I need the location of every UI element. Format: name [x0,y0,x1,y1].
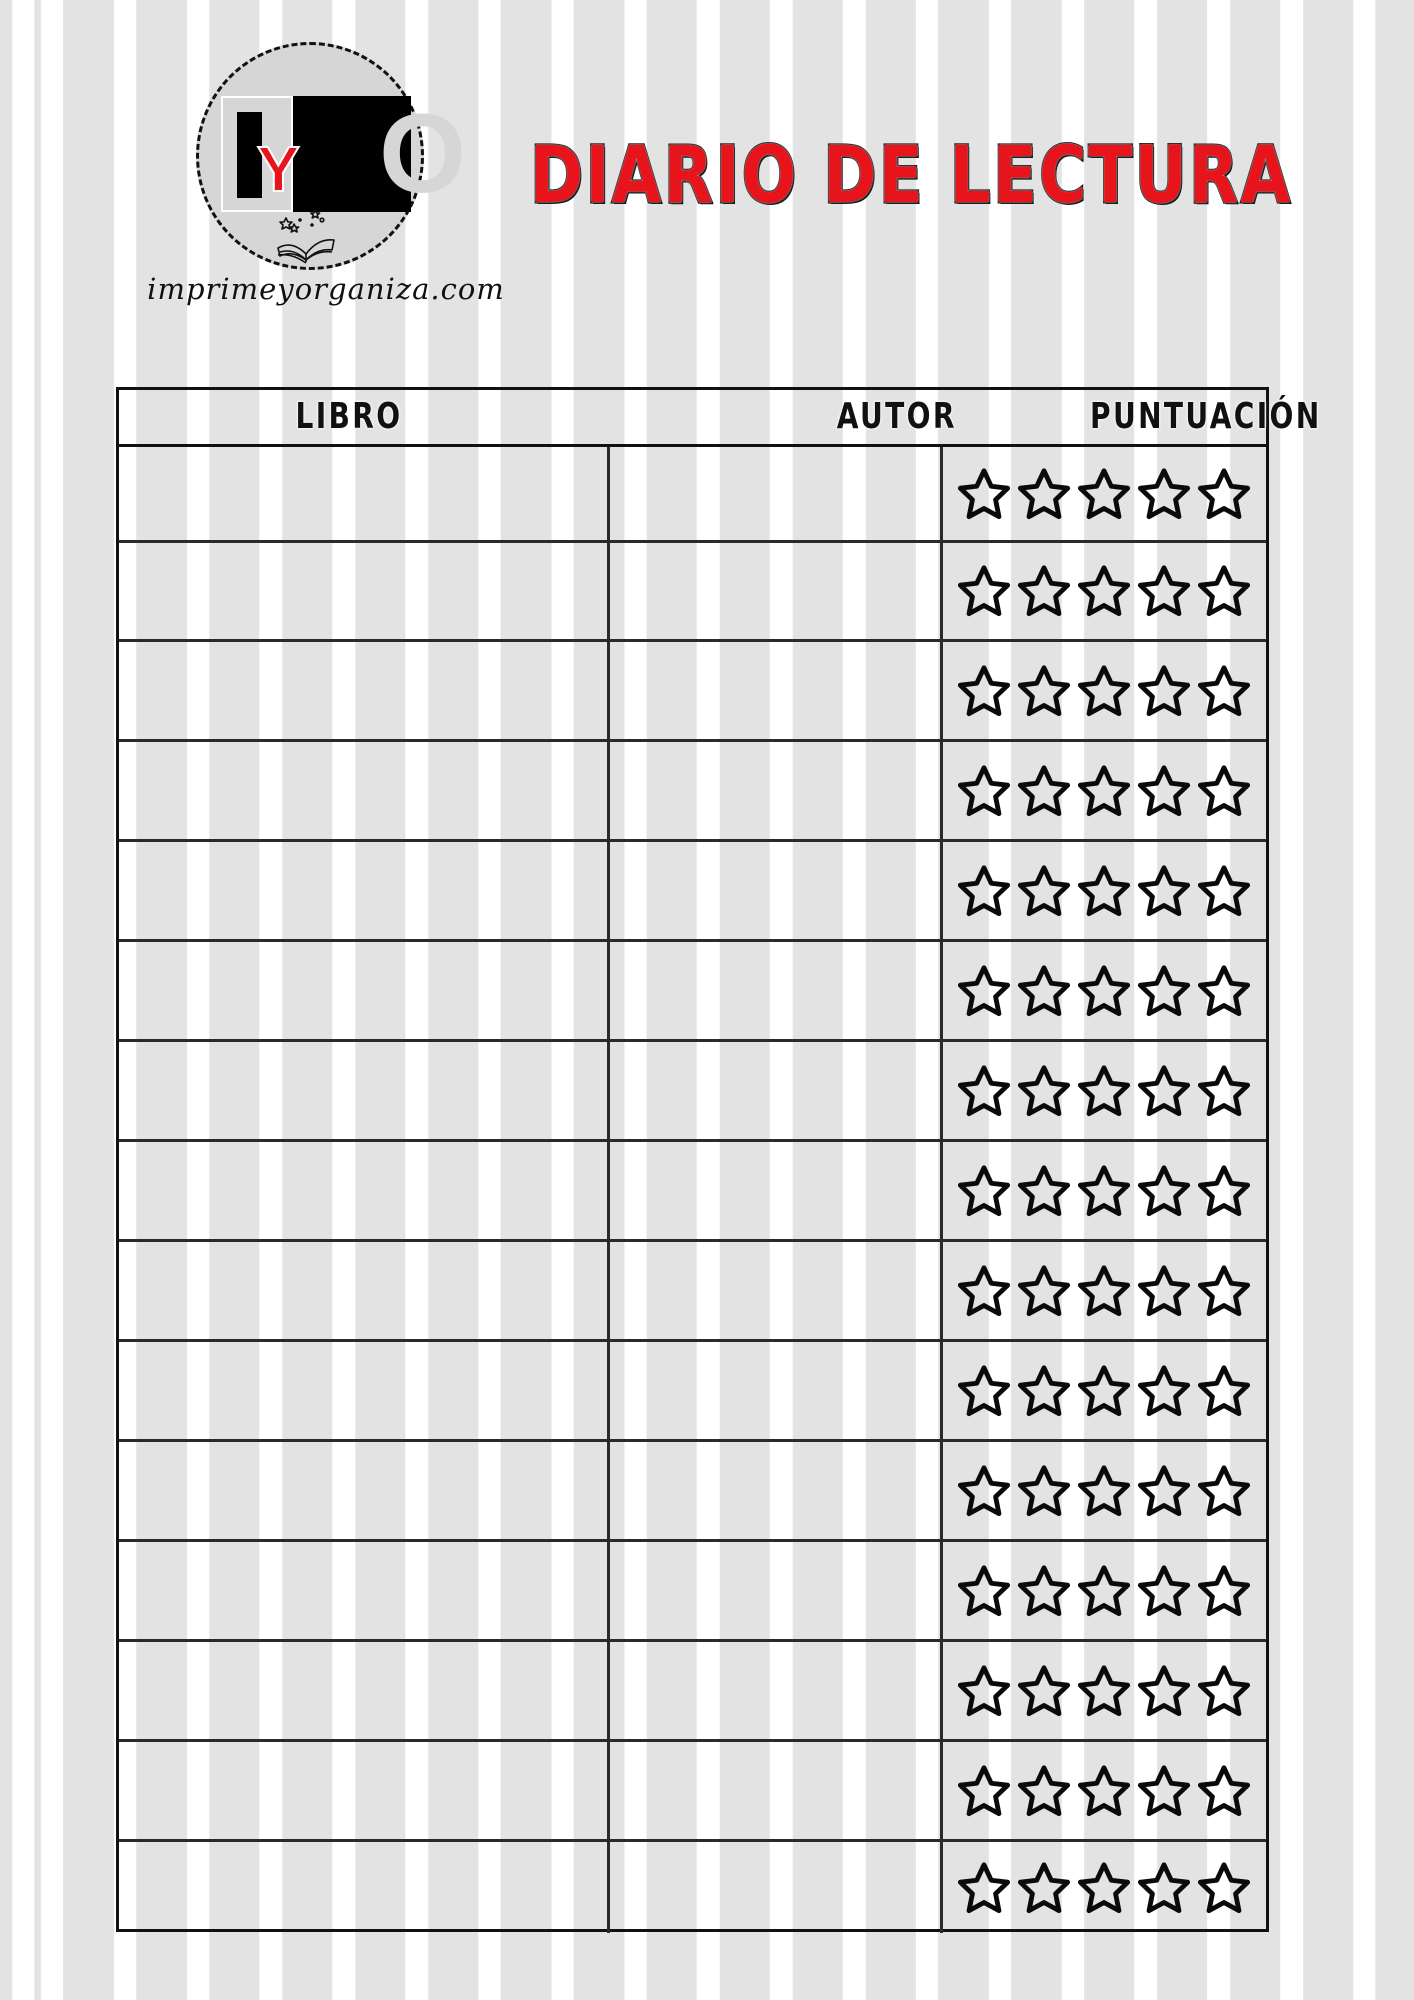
rating-cell [943,1142,1266,1239]
rating-cell [943,447,1266,540]
logo-letter-o: O [379,91,467,216]
star-outline-icon[interactable] [1075,863,1133,919]
star-outline-icon[interactable] [955,1163,1013,1219]
star-outline-icon[interactable] [1015,663,1073,719]
table-row [119,447,1266,543]
autor-cell[interactable] [610,447,943,540]
autor-cell[interactable] [610,543,943,639]
rating-cell [943,742,1266,839]
star-outline-icon[interactable] [1135,1363,1193,1419]
rating-cell [943,1442,1266,1539]
logo-url-text: imprimeyorganiza.com [147,272,505,306]
star-outline-icon[interactable] [1135,563,1193,619]
star-outline-icon[interactable] [955,1563,1013,1619]
autor-cell[interactable] [610,1542,943,1639]
reading-log-table [116,387,1322,1932]
star-outline-icon[interactable] [1135,1063,1193,1119]
star-outline-icon[interactable] [1075,1163,1133,1219]
libro-cell[interactable] [119,1242,610,1339]
autor-cell[interactable] [610,1242,943,1339]
book-stars-icon [272,208,342,264]
table-row [119,1542,1266,1642]
rating-cell [943,842,1266,939]
star-outline-icon[interactable] [1195,1663,1253,1719]
libro-cell[interactable] [119,742,610,839]
libro-cell[interactable] [119,1742,610,1839]
star-outline-icon[interactable] [955,863,1013,919]
autor-cell[interactable] [610,1842,943,1933]
star-outline-icon[interactable] [1195,1063,1253,1119]
autor-cell[interactable] [610,842,943,939]
star-outline-icon[interactable] [1135,1463,1193,1519]
autor-cell[interactable] [610,742,943,839]
autor-cell[interactable] [610,1742,943,1839]
table-row [119,1142,1266,1242]
star-outline-icon[interactable] [955,1263,1013,1319]
star-outline-icon[interactable] [955,466,1013,522]
star-outline-icon[interactable] [1015,1763,1073,1819]
star-outline-icon[interactable] [1135,1663,1193,1719]
libro-cell[interactable] [119,1542,610,1639]
star-outline-icon[interactable] [955,1763,1013,1819]
star-outline-icon[interactable] [1135,1860,1193,1916]
column-header-libro: LIBRO [295,396,403,437]
autor-cell[interactable] [610,1042,943,1139]
star-outline-icon[interactable] [1015,963,1073,1019]
star-outline-icon[interactable] [955,1363,1013,1419]
table-row [119,1842,1266,1933]
autor-cell[interactable] [610,1442,943,1539]
star-outline-icon[interactable] [1015,1363,1073,1419]
rating-cell [943,1642,1266,1739]
rating-cell [943,1742,1266,1839]
libro-cell[interactable] [119,1842,610,1933]
table-row [119,842,1266,942]
table-row [119,543,1266,642]
star-outline-icon[interactable] [1195,1860,1253,1916]
star-outline-icon[interactable] [1195,1263,1253,1319]
table-row [119,942,1266,1042]
libro-cell[interactable] [119,1342,610,1439]
rating-cell [943,942,1266,1039]
page-title: DIARIO DE LECTURA [530,131,1293,221]
star-outline-icon[interactable] [1195,763,1253,819]
libro-cell[interactable] [119,642,610,739]
star-outline-icon[interactable] [955,1063,1013,1119]
star-outline-icon[interactable] [1075,763,1133,819]
star-outline-icon[interactable] [1075,663,1133,719]
star-outline-icon[interactable] [1195,963,1253,1019]
logo-mark [221,91,467,216]
star-outline-icon[interactable] [1015,1263,1073,1319]
table-row [119,1442,1266,1542]
star-outline-icon[interactable] [955,663,1013,719]
table-row [119,1042,1266,1142]
star-outline-icon[interactable] [1075,1263,1133,1319]
star-outline-icon[interactable] [1015,863,1073,919]
star-outline-icon[interactable] [1135,663,1193,719]
star-outline-icon[interactable] [1075,1663,1133,1719]
autor-cell[interactable] [610,1642,943,1739]
star-outline-icon[interactable] [1195,663,1253,719]
libro-cell[interactable] [119,543,610,639]
rating-cell [943,543,1266,639]
star-outline-icon[interactable] [1195,1363,1253,1419]
star-outline-icon[interactable] [955,963,1013,1019]
star-outline-icon[interactable] [1195,1163,1253,1219]
logo-right-panel [293,91,467,216]
star-outline-icon[interactable] [1135,1263,1193,1319]
star-outline-icon[interactable] [1015,563,1073,619]
rating-cell [943,1042,1266,1139]
star-outline-icon[interactable] [1015,466,1073,522]
column-header-autor: AUTOR [836,396,957,437]
star-outline-icon[interactable] [1015,1063,1073,1119]
star-outline-icon[interactable] [1075,1563,1133,1619]
rating-cell [943,1342,1266,1439]
star-outline-icon[interactable] [1015,1860,1073,1916]
rating-cell [943,1242,1266,1339]
star-outline-icon[interactable] [1075,1063,1133,1119]
rating-cell [943,1842,1266,1933]
rating-cell [943,642,1266,739]
libro-cell[interactable] [119,1642,610,1739]
star-outline-icon[interactable] [1195,1563,1253,1619]
table-body [119,447,1266,1929]
star-outline-icon[interactable] [1135,863,1193,919]
table-row [119,1642,1266,1742]
star-outline-icon[interactable] [955,1663,1013,1719]
table-row [119,1342,1266,1442]
star-outline-icon[interactable] [1075,1763,1133,1819]
star-outline-icon[interactable] [955,563,1013,619]
star-outline-icon[interactable] [955,763,1013,819]
star-outline-icon[interactable] [1015,1663,1073,1719]
libro-cell[interactable] [119,1042,610,1139]
star-outline-icon[interactable] [1015,1463,1073,1519]
star-outline-icon[interactable] [1135,1563,1193,1619]
star-outline-icon[interactable] [1135,1163,1193,1219]
table-row [119,1242,1266,1342]
table-row [119,642,1266,742]
star-outline-icon[interactable] [1015,1563,1073,1619]
libro-cell[interactable] [119,1142,610,1239]
autor-cell[interactable] [610,642,943,739]
table-row [119,742,1266,842]
autor-cell[interactable] [610,942,943,1039]
star-outline-icon[interactable] [1195,466,1253,522]
star-outline-icon[interactable] [1075,963,1133,1019]
column-header-puntuacion: PUNTUACIÓN [1090,396,1322,437]
star-outline-icon[interactable] [1075,1860,1133,1916]
star-outline-icon[interactable] [1135,1763,1193,1819]
star-outline-icon[interactable] [1135,963,1193,1019]
star-outline-icon[interactable] [1075,1463,1133,1519]
table-row [119,1742,1266,1842]
star-outline-icon[interactable] [1075,1363,1133,1419]
star-outline-icon[interactable] [1195,1763,1253,1819]
libro-cell[interactable] [119,1442,610,1539]
star-outline-icon[interactable] [1195,563,1253,619]
star-outline-icon[interactable] [1075,563,1133,619]
autor-cell[interactable] [610,1142,943,1239]
star-outline-icon[interactable] [955,1463,1013,1519]
libro-cell[interactable] [119,447,610,540]
rating-cell [943,1542,1266,1639]
star-outline-icon[interactable] [1075,466,1133,522]
table-header [119,390,1322,447]
star-outline-icon[interactable] [1135,466,1193,522]
star-outline-icon[interactable] [1195,863,1253,919]
autor-cell[interactable] [610,1342,943,1439]
star-outline-icon[interactable] [1135,763,1193,819]
libro-cell[interactable] [119,842,610,939]
libro-cell[interactable] [119,942,610,1039]
logo-letter-y: Y [257,133,300,205]
star-outline-icon[interactable] [955,1860,1013,1916]
star-outline-icon[interactable] [1015,763,1073,819]
star-outline-icon[interactable] [1195,1463,1253,1519]
star-outline-icon[interactable] [1015,1163,1073,1219]
